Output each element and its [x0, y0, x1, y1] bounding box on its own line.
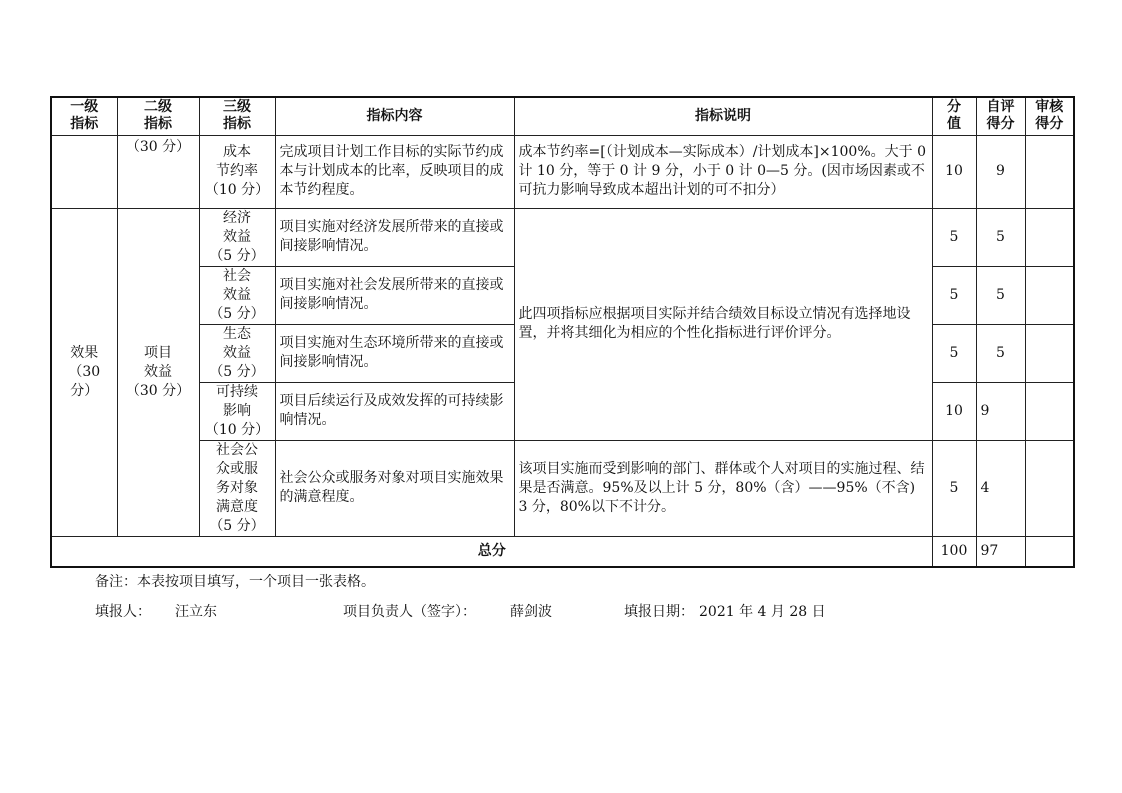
content-cell: 项目实施对社会发展所带来的直接或间接影响情况。	[275, 266, 514, 324]
footer-note: 备注：本表按项目填写，一个项目一张表格。	[95, 574, 375, 590]
header-description: 指标说明	[514, 97, 932, 135]
filler-label: 填报人：	[95, 604, 151, 620]
leader-name: 薛剑波	[510, 604, 552, 620]
leader-label: 项目负责人（签字）：	[343, 604, 476, 620]
level3-cell: 社会公 众或服 务对象 满意度 （5 分）	[199, 440, 275, 536]
description-cell: 此四项指标应根据项目实际并结合绩效目标设立情况有选择地设置，并将其细化为相应的个性化指标进行评价评分。	[514, 208, 932, 440]
total-label-a: 总	[477, 542, 492, 559]
score-cell: 5	[932, 208, 976, 266]
level1-cell: 效果 （30 分）	[51, 208, 117, 536]
self-score-cell: 9	[976, 382, 1025, 440]
level3-cell: 生态 效益 （5 分）	[199, 324, 275, 382]
header-audit-score: 审核 得分	[1025, 97, 1074, 135]
score-cell: 10	[932, 135, 976, 208]
filler-name: 汪立东	[175, 604, 217, 620]
description-cell: 该项目实施而受到影响的部门、群体或个人对项目的实施过程、结果是否满意。95%及以上计 5 分，80%（含）——95%（不含) 3 分，80%以下不计分。	[514, 440, 932, 536]
content-cell: 社会公众或服务对象对项目实施效果的满意程度。	[275, 440, 514, 536]
table-row	[51, 440, 1074, 536]
self-score-cell: 5	[976, 266, 1025, 324]
level1-cell-empty	[51, 135, 117, 208]
header-level3: 三级 指标	[199, 97, 275, 135]
self-score-cell: 5	[976, 324, 1025, 382]
audit-score-cell	[1025, 440, 1074, 536]
level2-cell: （30 分）	[117, 135, 199, 208]
audit-score-cell	[1025, 135, 1074, 208]
header-content: 指标内容	[275, 97, 514, 135]
audit-score-cell	[1025, 382, 1074, 440]
total-row	[51, 536, 1074, 567]
self-score-cell: 5	[976, 208, 1025, 266]
total-self-score-cell: 97	[976, 536, 1025, 567]
score-cell: 5	[932, 324, 976, 382]
audit-score-cell	[1025, 324, 1074, 382]
self-score-cell: 9	[976, 135, 1025, 208]
description-cell: 成本节约率=[（计划成本—实际成本）/计划成本]×100%。大于 0 计 10 分，等于 0 计 9 分，小于 0 计 0—5 分。(因市场因素或不可抗力影响导致成本超出计划的可不扣分）	[514, 135, 932, 208]
date-label: 填报日期：	[624, 604, 694, 620]
content-cell: 项目实施对生态环境所带来的直接或间接影响情况。	[275, 324, 514, 382]
header-row	[51, 97, 1074, 135]
audit-score-cell	[1025, 266, 1074, 324]
level2-cell: 项目 效益 （30 分）	[117, 208, 199, 536]
total-score-cell: 100	[932, 536, 976, 567]
score-cell: 5	[932, 440, 976, 536]
header-level2: 二级 指标	[117, 97, 199, 135]
score-cell: 5	[932, 266, 976, 324]
content-cell: 完成项目计划工作目标的实际节约成本与计划成本的比率，反映项目的成本节约程度。	[275, 135, 514, 208]
header-level1: 一级 指标	[51, 97, 117, 135]
table-row	[51, 208, 1074, 266]
total-label-b: 分	[491, 542, 506, 559]
content-cell: 项目实施对经济发展所带来的直接或间接影响情况。	[275, 208, 514, 266]
header-self-score: 自评 得分	[976, 97, 1025, 135]
level3-cell: 成本 节约率 （10 分）	[199, 135, 275, 208]
score-cell: 10	[932, 382, 976, 440]
content-cell: 项目后续运行及成效发挥的可持续影响情况。	[275, 382, 514, 440]
level3-cell: 可持续 影响 （10 分）	[199, 382, 275, 440]
header-score: 分 值	[932, 97, 976, 135]
level3-cell: 经济 效益 （5 分）	[199, 208, 275, 266]
level3-cell: 社会 效益 （5 分）	[199, 266, 275, 324]
total-label	[51, 536, 932, 567]
audit-score-cell	[1025, 208, 1074, 266]
table-row	[51, 135, 1074, 208]
evaluation-table	[50, 96, 1075, 568]
total-audit-score-cell	[1025, 536, 1074, 567]
date-value: 2021 年 4 月 28 日	[699, 604, 826, 620]
self-score-cell: 4	[976, 440, 1025, 536]
